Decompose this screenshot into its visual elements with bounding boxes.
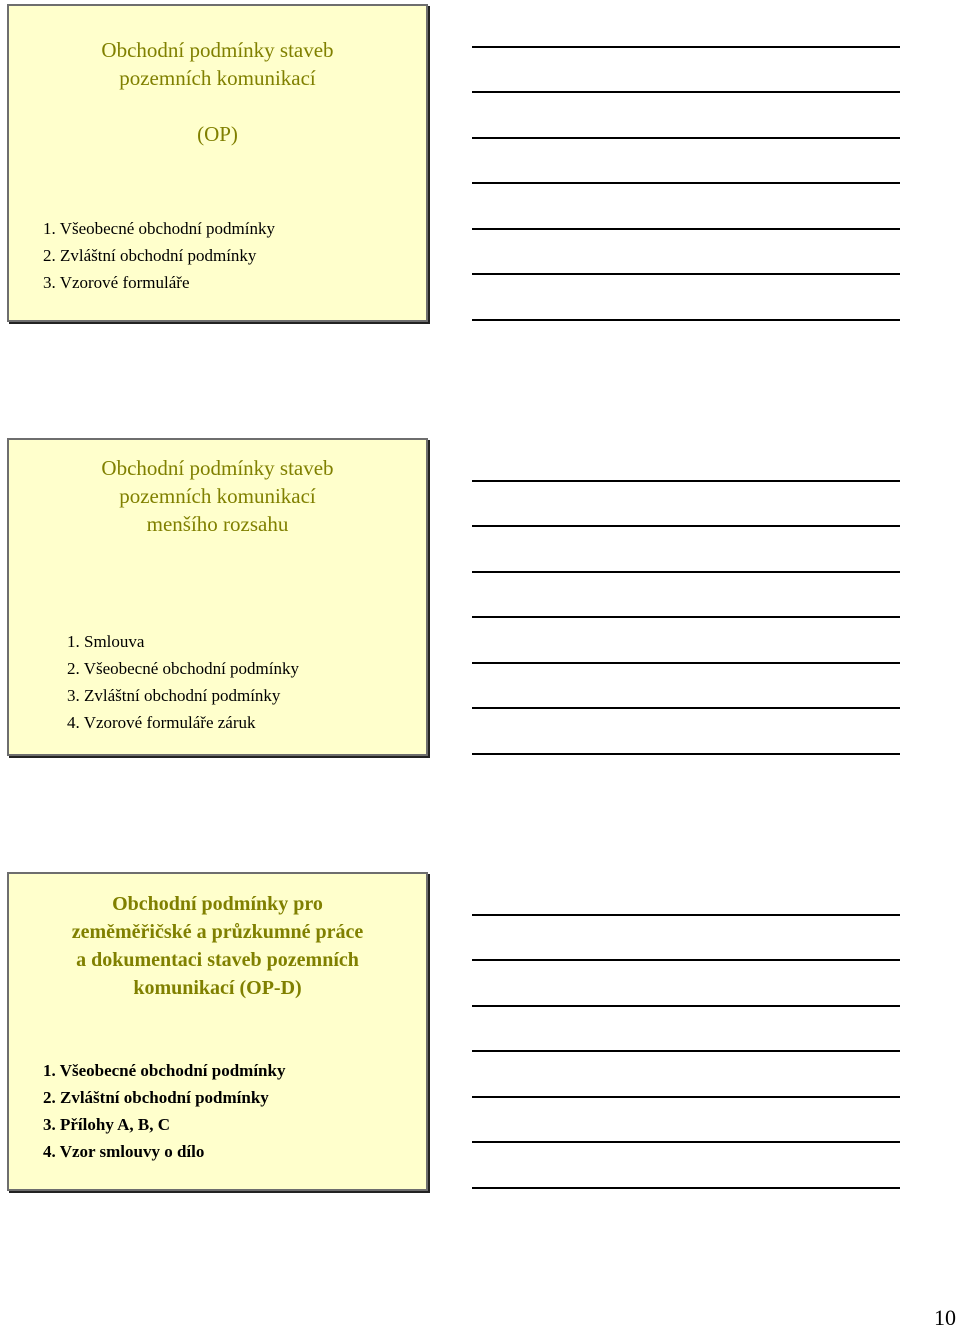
slide-1-list xyxy=(43,215,275,296)
list-item: 2. Všeobecné obchodní podmínky xyxy=(67,659,299,678)
note-line xyxy=(472,228,900,230)
slide-2 xyxy=(7,438,428,756)
list-item: 1. Všeobecné obchodní podmínky xyxy=(43,1061,286,1080)
note-line xyxy=(472,91,900,93)
note-line xyxy=(472,1141,900,1143)
note-line xyxy=(472,959,900,961)
slide-1-title xyxy=(9,36,426,92)
note-line xyxy=(472,319,900,321)
slide-1 xyxy=(7,4,428,322)
slide-2-title-line-2: pozemních komunikací xyxy=(119,484,316,508)
note-line xyxy=(472,273,900,275)
note-line xyxy=(472,525,900,527)
note-line xyxy=(472,1096,900,1098)
note-line xyxy=(472,46,900,48)
slide-1-subtitle: (OP) xyxy=(197,122,238,146)
note-line xyxy=(472,662,900,664)
list-item: 2. Zvláštní obchodní podmínky xyxy=(43,1088,269,1107)
list-item: 2. Zvláštní obchodní podmínky xyxy=(43,246,257,265)
note-line xyxy=(472,1187,900,1189)
note-line xyxy=(472,753,900,755)
slide-3-title xyxy=(9,890,426,1002)
note-line xyxy=(472,480,900,482)
slide-3-title-line-2: zeměměřičské a průzkumné práce xyxy=(71,921,364,943)
slide-1-title-line-1: Obchodní podmínky staveb xyxy=(101,38,334,62)
page-number: 10 xyxy=(934,1305,956,1330)
note-line xyxy=(472,182,900,184)
slide-2-title-line-3: menšího rozsahu xyxy=(146,512,289,536)
note-line xyxy=(472,1005,900,1007)
list-item: 4. Vzorové formuláře záruk xyxy=(67,713,256,732)
list-item: 1. Všeobecné obchodní podmínky xyxy=(43,219,275,238)
slide-3-list xyxy=(43,1057,285,1165)
slide-2-title-line-1: Obchodní podmínky staveb xyxy=(101,456,334,480)
note-line xyxy=(472,1050,900,1052)
list-item: 1. Smlouva xyxy=(67,632,145,651)
list-item: 3. Přílohy A, B, C xyxy=(43,1115,171,1134)
note-line xyxy=(472,707,900,709)
note-line xyxy=(472,571,900,573)
list-item: 4. Vzor smlouvy o dílo xyxy=(43,1142,205,1161)
slide-3-title-line-4: komunikací (OP-D) xyxy=(133,977,302,999)
slide-1-title-line-2: pozemních komunikací xyxy=(119,66,316,90)
note-line xyxy=(472,137,900,139)
list-item: 3. Vzorové formuláře xyxy=(43,273,190,292)
slide-2-title xyxy=(9,454,426,538)
list-item: 3. Zvláštní obchodní podmínky xyxy=(67,686,281,705)
slide-3-title-line-1: Obchodní podmínky pro xyxy=(112,893,323,915)
note-line xyxy=(472,914,900,916)
note-line xyxy=(472,616,900,618)
slide-3-title-line-3: a dokumentaci staveb pozemních xyxy=(76,949,359,971)
slide-2-list xyxy=(67,628,299,736)
slide-3 xyxy=(7,872,428,1191)
